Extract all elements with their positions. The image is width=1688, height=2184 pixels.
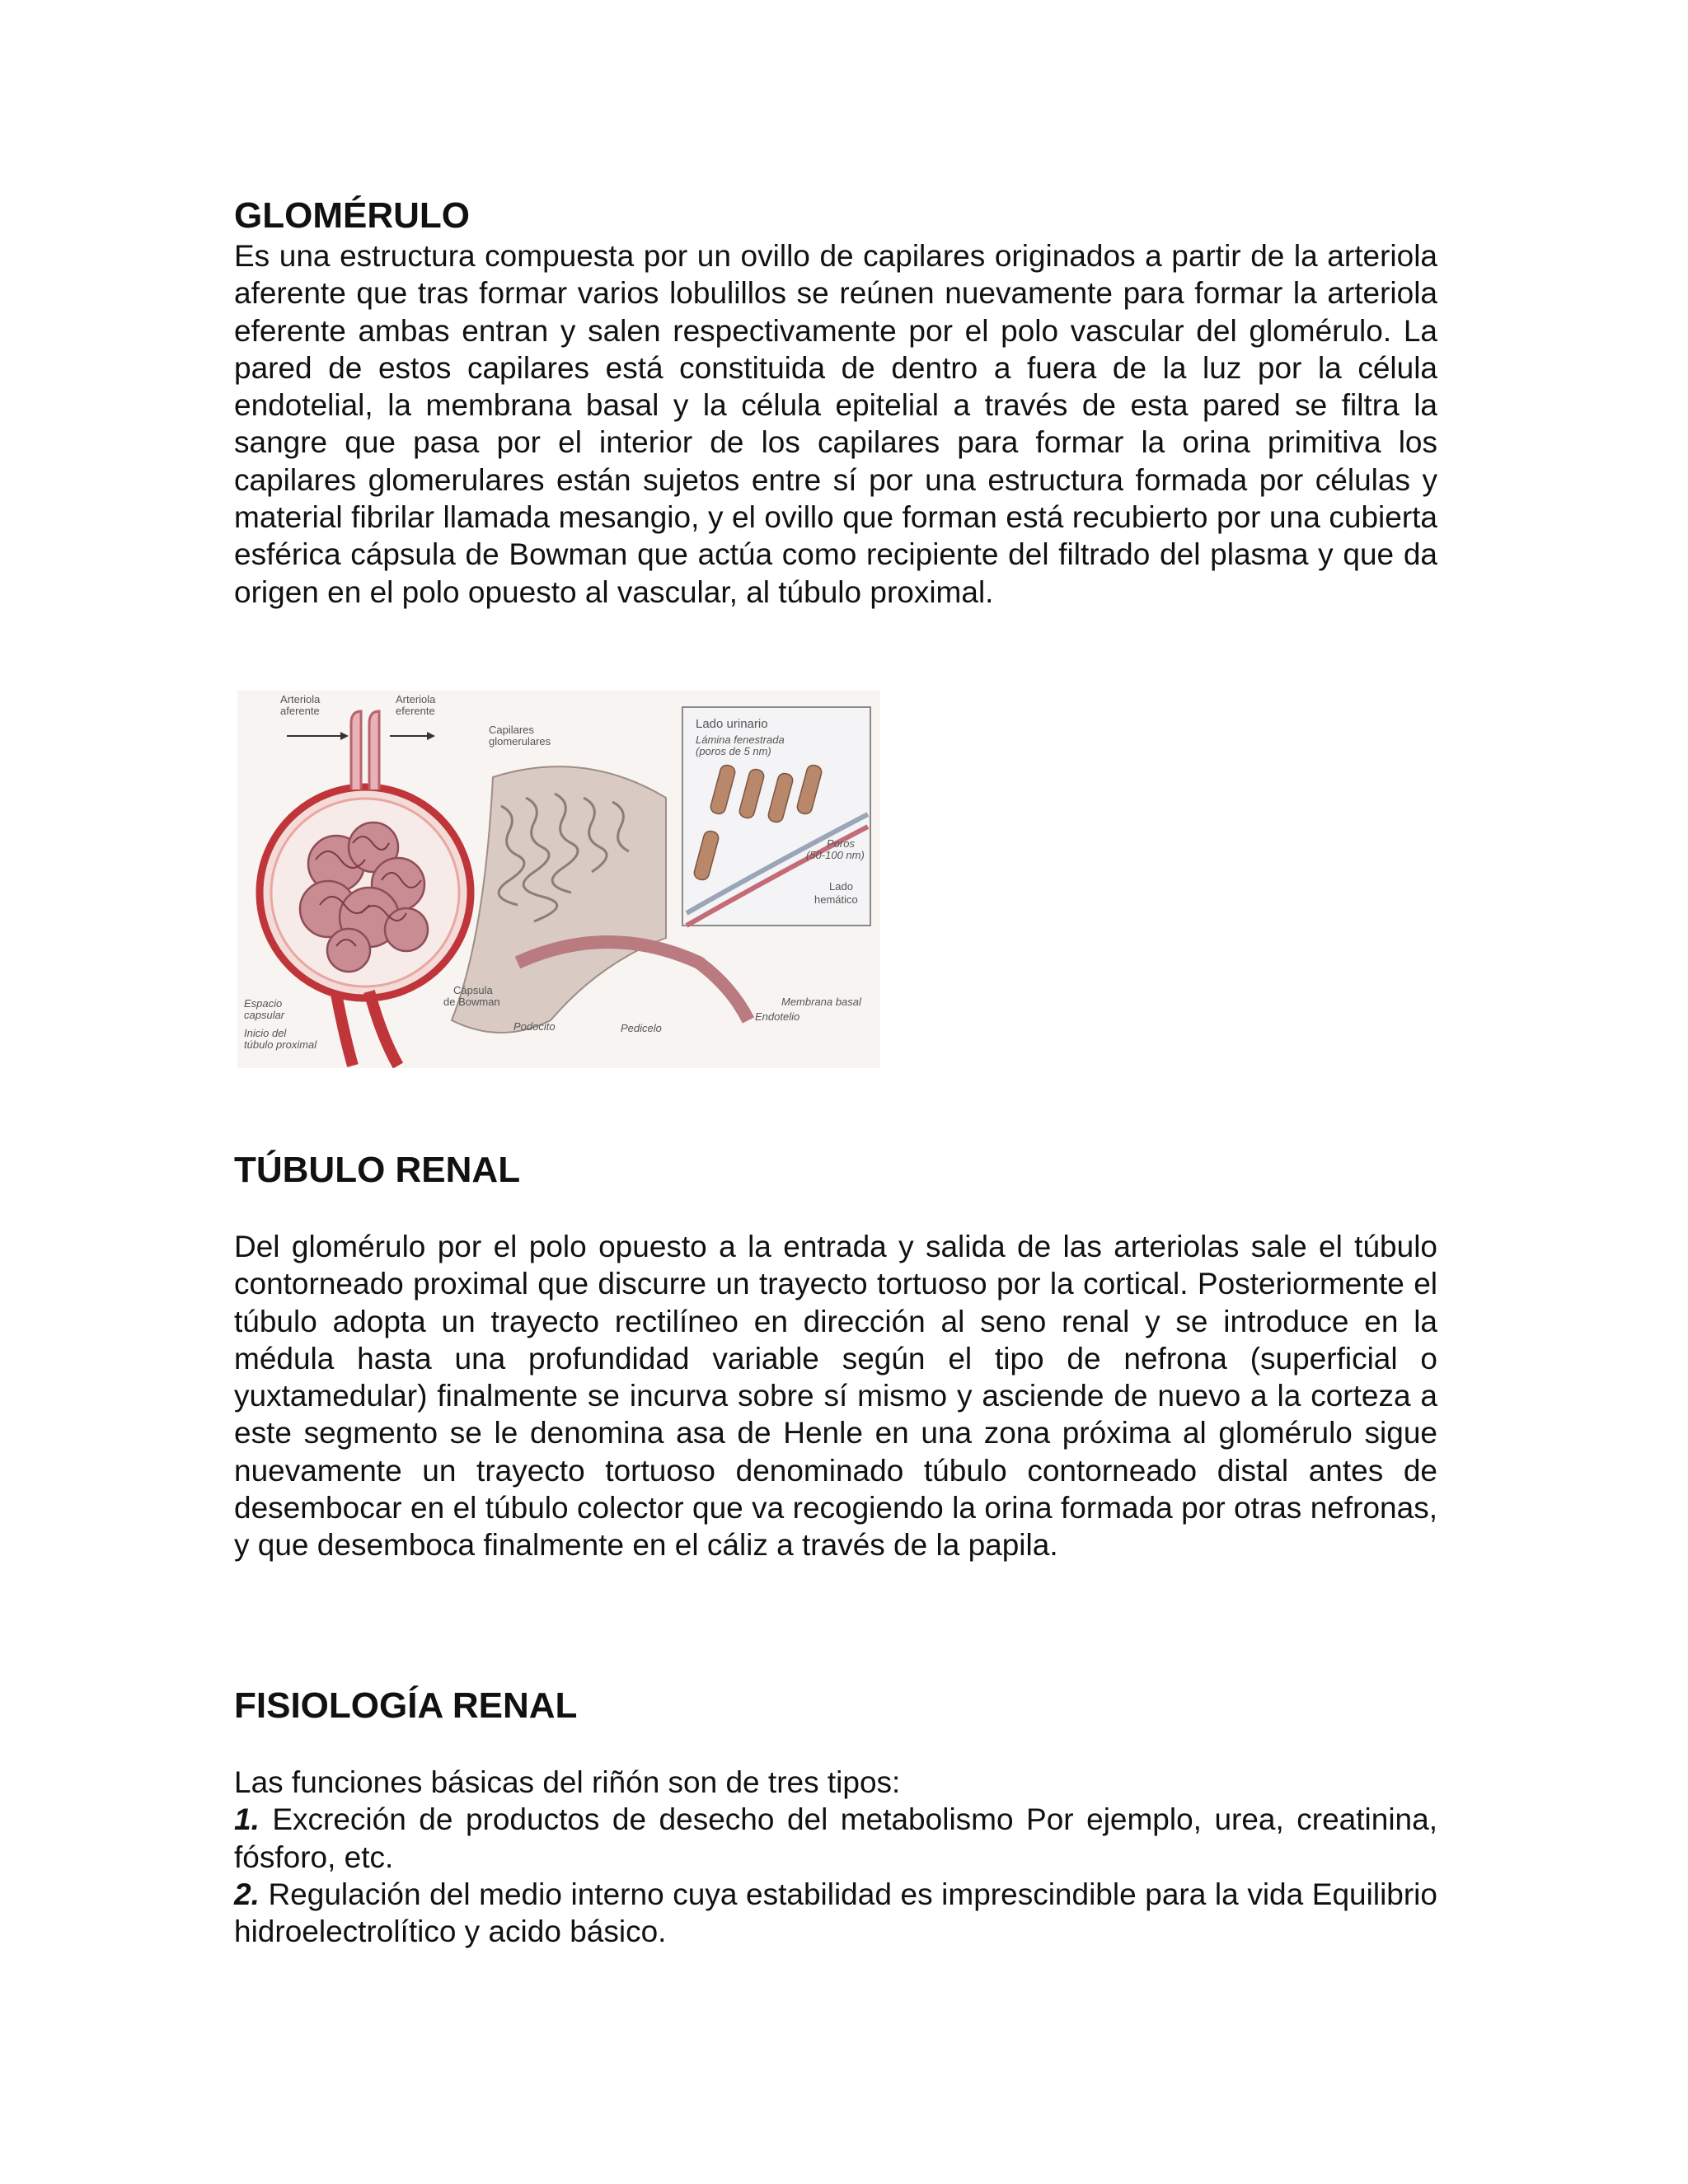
label-capsula-1: Cápsula: [453, 984, 493, 996]
item-text: Regulación del medio interno cuya estabilidad es imprescindible para la vida Equilibrio hidroelectrolítico y acido básico.: [234, 1877, 1437, 1949]
label-lamina-1: Lámina fenestrada: [696, 733, 785, 746]
label-poros-1: Poros: [827, 837, 855, 850]
fisiologia-intro: Las funciones básicas del riñón son de tres tipos:: [234, 1765, 901, 1799]
item-number: 2.: [234, 1877, 260, 1911]
section-fisiologia: [234, 1685, 1437, 1950]
fisiologia-item-2: [234, 1876, 1437, 1951]
label-arteriola-aferente-2: aferente: [280, 705, 320, 717]
glomerulo-heading: GLOMÉRULO: [234, 195, 470, 236]
label-inicio-2: túbulo proximal: [244, 1038, 317, 1051]
label-espacio-2: capsular: [244, 1009, 285, 1021]
label-lado-urinario: Lado urinario: [696, 717, 768, 731]
tubulo-paragraph: Del glomérulo por el polo opuesto a la entrada y salida de las arteriolas sale el túbulo contorneado proximal que discurre un trayecto tortuoso por la cortical. Posteriormente el túbulo adopta un trayecto rectilíneo en dirección al seno renal y se introduce en la médula hasta una profundidad variable según el tipo de nefrona (superficial o yuxtamedular) finalmente se incurva sobre sí mismo y asciende de nuevo a la corteza a este segmento se le denomina asa de Henle en una zona próxima al glomérulo sigue nuevamente un trayecto tortuoso denominado túbulo contorneado distal antes de desembocar en el túbulo colector que va recogiendo la orina formada por otras nefronas, y que desemboca finalmente en el cáliz a través de la papila.: [234, 1230, 1437, 1563]
label-capsula-2: de Bowman: [443, 996, 500, 1008]
label-arteriola-eferente-2: eferente: [396, 705, 435, 717]
label-capilares-2: glomerulares: [489, 735, 551, 748]
section-glomerulo: [234, 194, 1437, 611]
fisiologia-heading: FISIOLOGÍA RENAL: [234, 1685, 578, 1726]
label-inicio-1: Inicio del: [244, 1027, 287, 1039]
section-tubulo: [234, 1149, 1437, 1564]
label-membrana-basal: Membrana basal: [781, 996, 861, 1008]
label-endotelio: Endotelio: [755, 1010, 800, 1023]
label-pedicelo: Pedicelo: [621, 1022, 662, 1034]
glomerulo-paragraph: Es una estructura compuesta por un ovillo de capilares originados a partir de la arteriola aferente que tras formar varios lobulillos se reúnen nuevamente para formar la arteriola eferente ambas entran y salen respectivamente por el polo vascular del glomérulo. La pared de estos capilares está constituida de dentro a fuera de la luz por la célula endotelial, la membrana basal y la célula epitelial a través de esta pared se filtra la sangre que pasa por el interior de los capilares para formar la orina primitiva los capilares glomerulares están sujetos entre sí por una estructura formada por células y material fibrilar llamada mesangio, y el ovillo que forman está recubierto por una cubierta esférica cápsula de Bowman que actúa como recipiente del filtrado del plasma y que da origen en el polo opuesto al vascular, al túbulo proximal.: [234, 239, 1437, 609]
label-capilares-1: Capilares: [489, 724, 534, 736]
label-podocito: Podocito: [513, 1020, 556, 1033]
item-text: Excreción de productos de desecho del metabolismo Por ejemplo, urea, creatinina, fósforo, etc.: [234, 1802, 1437, 1874]
label-espacio-1: Espacio: [244, 997, 283, 1010]
tubulo-heading: TÚBULO RENAL: [234, 1150, 521, 1190]
item-number: 1.: [234, 1802, 260, 1837]
label-arteriola-eferente-1: Arteriola: [396, 693, 436, 705]
label-arteriola-aferente-1: Arteriola: [280, 693, 321, 705]
fisiologia-item-1: [234, 1801, 1437, 1876]
glomerulus-diagram: [237, 691, 880, 1068]
label-poros-2: (50-100 nm): [806, 849, 865, 861]
label-lado-hematico-2: hemático: [814, 893, 858, 906]
label-lamina-2: (poros de 5 nm): [696, 745, 771, 757]
label-lado-hematico-1: Lado: [829, 880, 853, 893]
